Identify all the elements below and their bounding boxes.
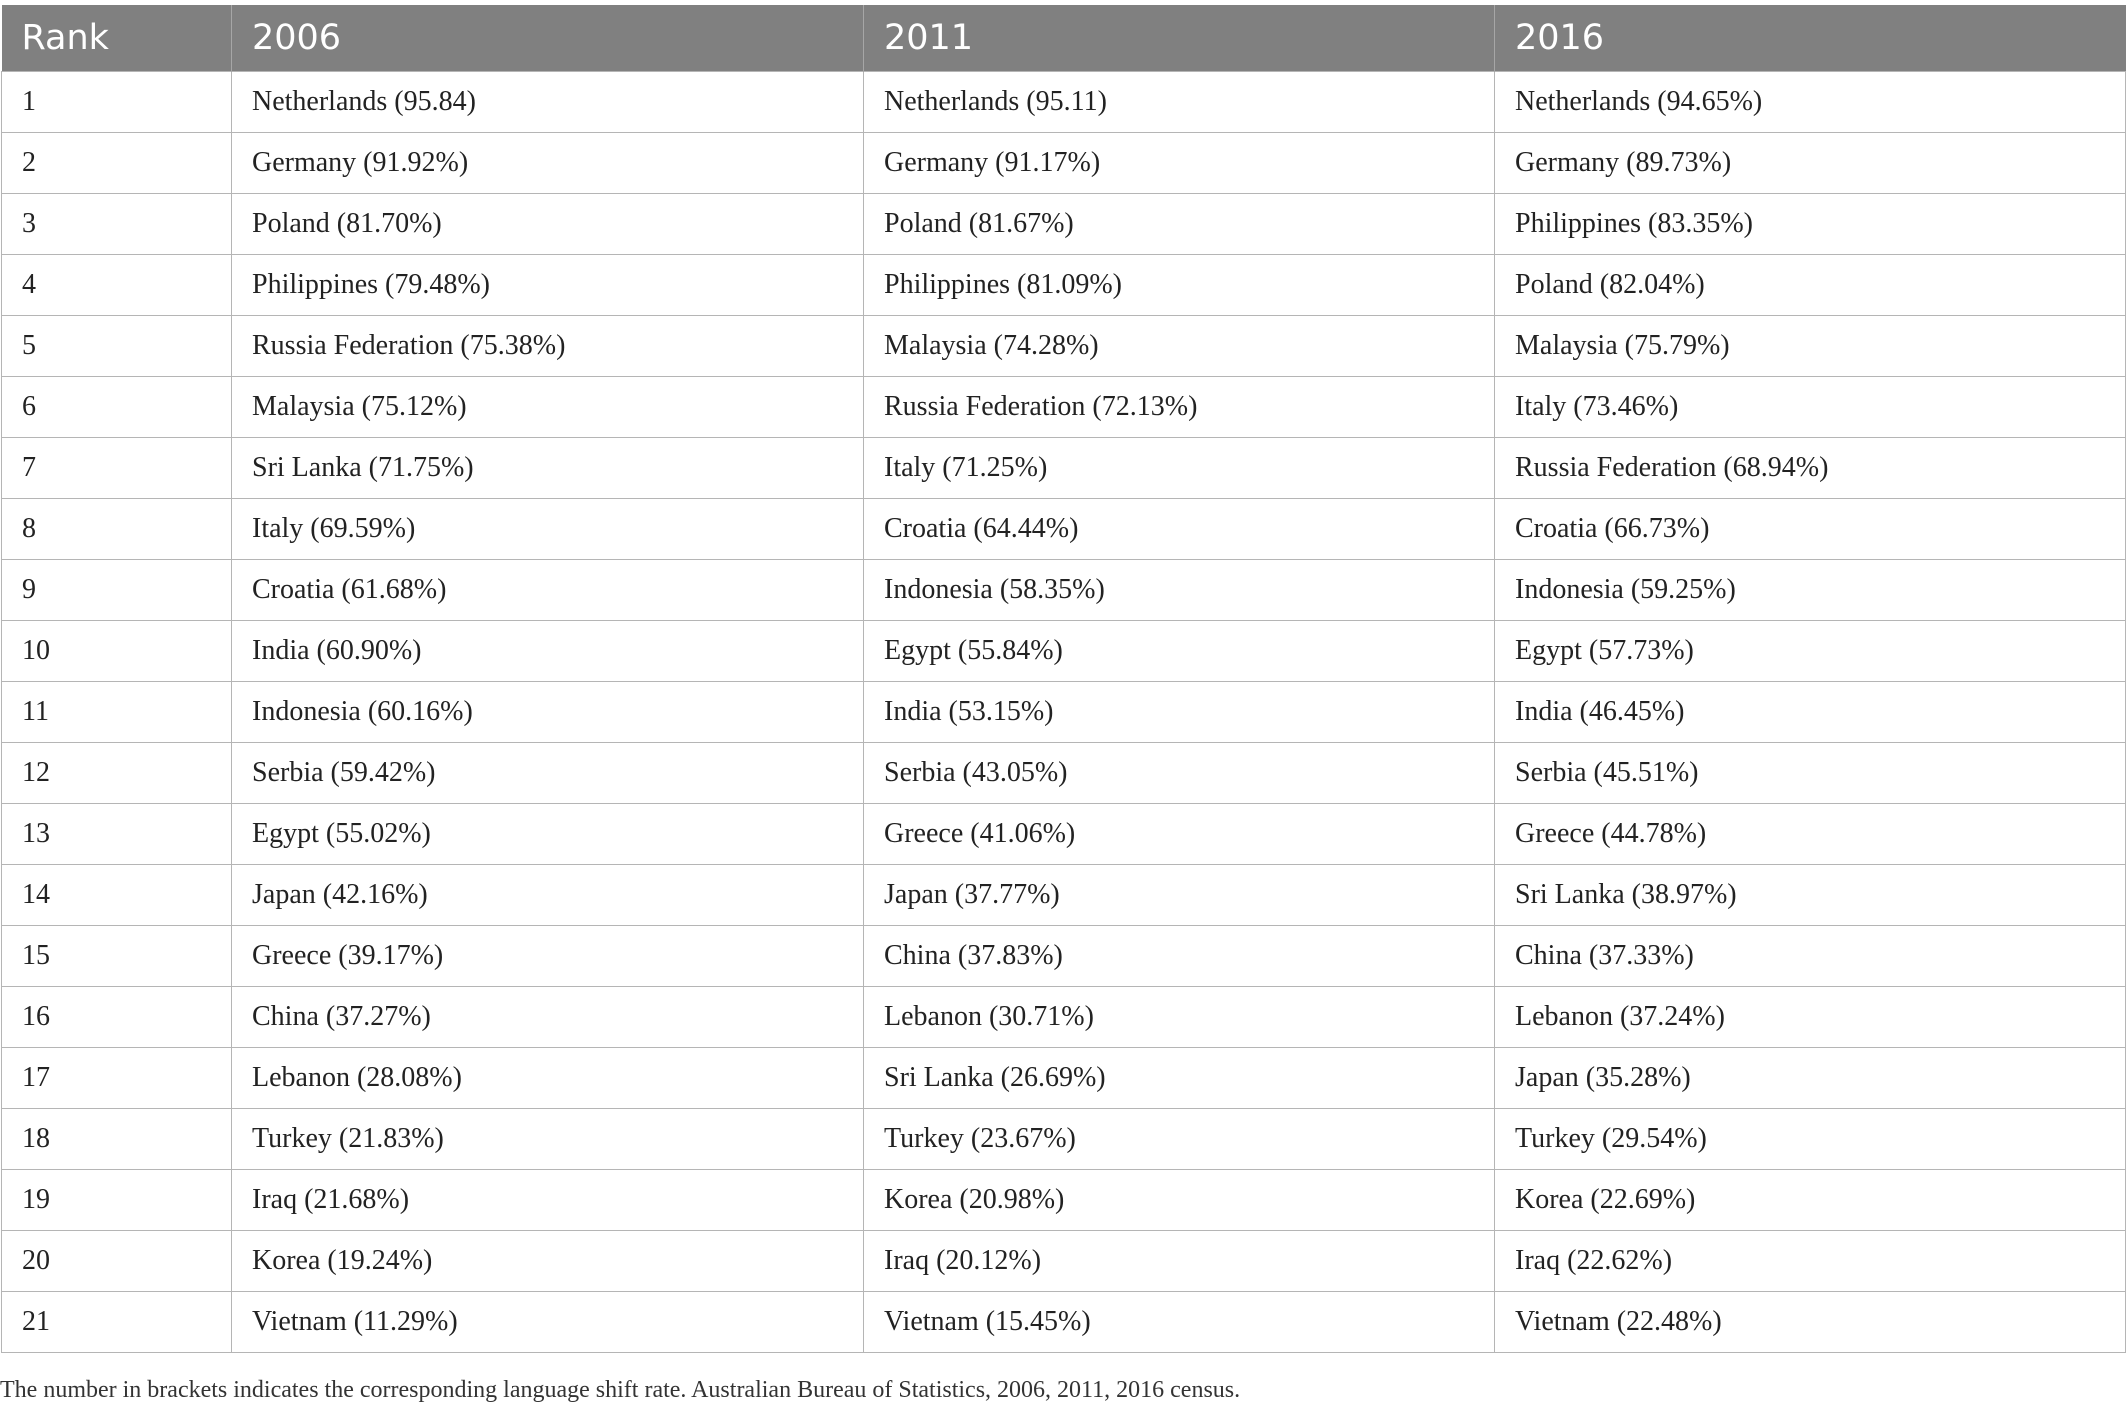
cell-2006: Turkey (21.83%) <box>232 1109 864 1170</box>
cell-2006: India (60.90%) <box>232 621 864 682</box>
cell-2006: Poland (81.70%) <box>232 194 864 255</box>
cell-2016: Italy (73.46%) <box>1495 377 2126 438</box>
table-row <box>2 987 2126 1048</box>
rank-cell: 7 <box>2 438 232 499</box>
cell-2011: Japan (37.77%) <box>864 865 1495 926</box>
cell-2006: Netherlands (95.84) <box>232 72 864 133</box>
rank-cell: 1 <box>2 72 232 133</box>
rank-cell: 3 <box>2 194 232 255</box>
header-row <box>2 5 2126 72</box>
cell-2016: Sri Lanka (38.97%) <box>1495 865 2126 926</box>
rank-cell: 16 <box>2 987 232 1048</box>
table-row <box>2 133 2126 194</box>
cell-2016: India (46.45%) <box>1495 682 2126 743</box>
cell-2016: Vietnam (22.48%) <box>1495 1292 2126 1353</box>
header-2011: 2011 <box>864 5 1495 72</box>
cell-2016: Lebanon (37.24%) <box>1495 987 2126 1048</box>
rank-cell: 6 <box>2 377 232 438</box>
table-row <box>2 1048 2126 1109</box>
header-2016: 2016 <box>1495 5 2126 72</box>
rank-cell: 11 <box>2 682 232 743</box>
cell-2016: Philippines (83.35%) <box>1495 194 2126 255</box>
cell-2011: Germany (91.17%) <box>864 133 1495 194</box>
rank-cell: 4 <box>2 255 232 316</box>
cell-2016: Netherlands (94.65%) <box>1495 72 2126 133</box>
cell-2011: Greece (41.06%) <box>864 804 1495 865</box>
cell-2011: Egypt (55.84%) <box>864 621 1495 682</box>
cell-2006: Italy (69.59%) <box>232 499 864 560</box>
cell-2006: Vietnam (11.29%) <box>232 1292 864 1353</box>
cell-2016: Croatia (66.73%) <box>1495 499 2126 560</box>
cell-2006: Philippines (79.48%) <box>232 255 864 316</box>
rank-cell: 17 <box>2 1048 232 1109</box>
table-row <box>2 316 2126 377</box>
cell-2016: China (37.33%) <box>1495 926 2126 987</box>
table-row <box>2 682 2126 743</box>
cell-2011: Malaysia (74.28%) <box>864 316 1495 377</box>
cell-2006: Russia Federation (75.38%) <box>232 316 864 377</box>
language-shift-table-container <box>1 5 2125 1353</box>
cell-2006: Japan (42.16%) <box>232 865 864 926</box>
table-header <box>2 5 2126 72</box>
rank-cell: 21 <box>2 1292 232 1353</box>
cell-2011: Vietnam (15.45%) <box>864 1292 1495 1353</box>
cell-2006: Iraq (21.68%) <box>232 1170 864 1231</box>
cell-2006: Lebanon (28.08%) <box>232 1048 864 1109</box>
cell-2006: Sri Lanka (71.75%) <box>232 438 864 499</box>
cell-2011: Serbia (43.05%) <box>864 743 1495 804</box>
rank-cell: 2 <box>2 133 232 194</box>
table-row <box>2 194 2126 255</box>
cell-2016: Korea (22.69%) <box>1495 1170 2126 1231</box>
table-row <box>2 743 2126 804</box>
header-2006: 2006 <box>232 5 864 72</box>
table-row <box>2 72 2126 133</box>
cell-2011: Indonesia (58.35%) <box>864 560 1495 621</box>
cell-2016: Poland (82.04%) <box>1495 255 2126 316</box>
cell-2011: Croatia (64.44%) <box>864 499 1495 560</box>
rank-cell: 5 <box>2 316 232 377</box>
cell-2016: Turkey (29.54%) <box>1495 1109 2126 1170</box>
table-row <box>2 804 2126 865</box>
table-row <box>2 377 2126 438</box>
cell-2006: Indonesia (60.16%) <box>232 682 864 743</box>
table-body <box>2 72 2126 1353</box>
table-row <box>2 499 2126 560</box>
cell-2016: Malaysia (75.79%) <box>1495 316 2126 377</box>
table-row <box>2 865 2126 926</box>
table-row <box>2 438 2126 499</box>
cell-2011: Turkey (23.67%) <box>864 1109 1495 1170</box>
rank-cell: 19 <box>2 1170 232 1231</box>
cell-2006: Croatia (61.68%) <box>232 560 864 621</box>
language-shift-table <box>1 5 2126 1353</box>
rank-cell: 13 <box>2 804 232 865</box>
cell-2016: Serbia (45.51%) <box>1495 743 2126 804</box>
cell-2011: Sri Lanka (26.69%) <box>864 1048 1495 1109</box>
table-row <box>2 621 2126 682</box>
cell-2016: Russia Federation (68.94%) <box>1495 438 2126 499</box>
cell-2011: Iraq (20.12%) <box>864 1231 1495 1292</box>
cell-2016: Indonesia (59.25%) <box>1495 560 2126 621</box>
cell-2006: Korea (19.24%) <box>232 1231 864 1292</box>
cell-2016: Iraq (22.62%) <box>1495 1231 2126 1292</box>
cell-2006: Malaysia (75.12%) <box>232 377 864 438</box>
cell-2011: Lebanon (30.71%) <box>864 987 1495 1048</box>
table-row <box>2 1170 2126 1231</box>
rank-cell: 20 <box>2 1231 232 1292</box>
rank-cell: 18 <box>2 1109 232 1170</box>
rank-cell: 9 <box>2 560 232 621</box>
rank-cell: 15 <box>2 926 232 987</box>
table-row <box>2 560 2126 621</box>
table-row <box>2 926 2126 987</box>
cell-2011: Italy (71.25%) <box>864 438 1495 499</box>
rank-cell: 12 <box>2 743 232 804</box>
cell-2006: Germany (91.92%) <box>232 133 864 194</box>
table-row <box>2 255 2126 316</box>
rank-cell: 10 <box>2 621 232 682</box>
header-rank: Rank <box>2 5 232 72</box>
cell-2011: Philippines (81.09%) <box>864 255 1495 316</box>
cell-2016: Egypt (57.73%) <box>1495 621 2126 682</box>
cell-2011: Poland (81.67%) <box>864 194 1495 255</box>
cell-2011: India (53.15%) <box>864 682 1495 743</box>
cell-2006: Serbia (59.42%) <box>232 743 864 804</box>
cell-2011: China (37.83%) <box>864 926 1495 987</box>
rank-cell: 8 <box>2 499 232 560</box>
cell-2016: Germany (89.73%) <box>1495 133 2126 194</box>
cell-2006: China (37.27%) <box>232 987 864 1048</box>
table-row <box>2 1109 2126 1170</box>
cell-2011: Korea (20.98%) <box>864 1170 1495 1231</box>
table-footnote: The number in brackets indicates the corresponding language shift rate. Australian Bureau of Statistics, 2006, 2011, 2016 census. <box>0 1377 1241 1403</box>
cell-2011: Russia Federation (72.13%) <box>864 377 1495 438</box>
cell-2016: Greece (44.78%) <box>1495 804 2126 865</box>
rank-cell: 14 <box>2 865 232 926</box>
table-row <box>2 1292 2126 1353</box>
cell-2006: Egypt (55.02%) <box>232 804 864 865</box>
cell-2016: Japan (35.28%) <box>1495 1048 2126 1109</box>
cell-2006: Greece (39.17%) <box>232 926 864 987</box>
cell-2011: Netherlands (95.11) <box>864 72 1495 133</box>
table-row <box>2 1231 2126 1292</box>
